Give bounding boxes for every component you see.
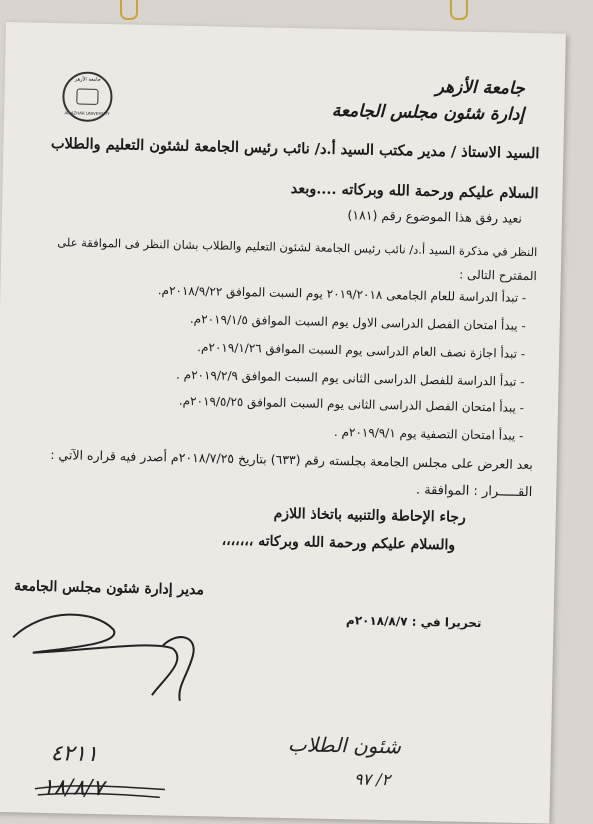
- paper-clip-right: [450, 0, 468, 20]
- list-item: - يبدأ امتحان الفصل الدراسى الثانى يوم السبت الموافق ٢٠١٩/٥/٢٥م.: [178, 393, 525, 415]
- university-logo: [62, 71, 113, 122]
- handwritten-note-2: ٢/ ٩٧: [353, 769, 391, 790]
- greeting-line: السلام عليكم ورحمة الله وبركاته ....وبعد: [290, 180, 539, 203]
- header-department: إدارة شئون مجلس الجامعة: [331, 100, 525, 125]
- header-university: جامعة الأزهر: [435, 77, 525, 99]
- paper-clip-left: [120, 0, 138, 20]
- reference-line: نعيد رفق هذا الموضوع رقم (١٨١): [347, 207, 523, 226]
- list-item: - تبدأ اجازة نصف العام الدراسى يوم السبت الموافق ٢٠١٩/١/٢٦م.: [197, 340, 526, 361]
- logo-text-bottom: AL-AZHAR UNIVERSITY: [64, 110, 110, 117]
- handwritten-note: شئون الطلاب: [287, 732, 402, 759]
- document-page: [0, 22, 566, 824]
- body-line-1: النظر في مذكرة السيد أ.د/ نائب رئيس الجامعة لشئون التعليم والطلاب بشان النظر فى الموافقة على: [57, 235, 538, 260]
- list-item: - يبدأ امتحان التصفية يوم ٢٠١٩/٩/١م .: [333, 424, 524, 443]
- list-item: - تبدأ الدراسة للعام الجامعى ٢٠١٩/٢٠١٨ يوم السبت الموافق ٢٠١٨/٩/٢٢م.: [157, 283, 527, 305]
- list-item: - يبدأ امتحان الفصل الدراسى الاول يوم السبت الموافق ٢٠١٩/١/٥م.: [189, 311, 526, 333]
- date-label: تحريرا في :: [411, 614, 482, 631]
- body-line-2: المقترح التالى :: [459, 267, 537, 284]
- logo-text-top: جامعة الأزهر: [74, 76, 101, 83]
- addressee-line: السيد الاستاذ / مدير مكتب السيد أ.د/ نائب رئيس الجامعة لشئون التعليم والطلاب: [50, 134, 540, 163]
- signatory-title: مدير إدارة شئون مجلس الجامعة: [14, 578, 205, 599]
- decision-line: القـــــرار : الموافقة .: [415, 482, 533, 501]
- logo-emblem-icon: [76, 88, 98, 104]
- closing-line: والسلام عليكم ورحمة الله وبركاته ،،،،،،،: [221, 532, 456, 554]
- signature-image: [2, 597, 214, 711]
- handwritten-number: ٤٢١١: [50, 741, 99, 768]
- list-item: - تبدأ الدراسة للفصل الدراسى الثانى يوم السبت الموافق ٢٠١٩/٢/٩م .: [175, 367, 525, 389]
- handwritten-date: ١٨/٨/٧: [41, 774, 105, 802]
- date-value: ٢٠١٨/٨/٧م: [345, 613, 408, 629]
- request-line: رجاء الإحاطة والتنبيه باتخاذ اللازم: [273, 505, 466, 526]
- council-line: بعد العرض على مجلس الجامعة بجلسته رقم (٦٣٣) بتاريخ ٢٠١٨/٧/٢٥م أصدر فيه قراره الآتي :: [50, 447, 534, 473]
- date-line: [346, 613, 482, 630]
